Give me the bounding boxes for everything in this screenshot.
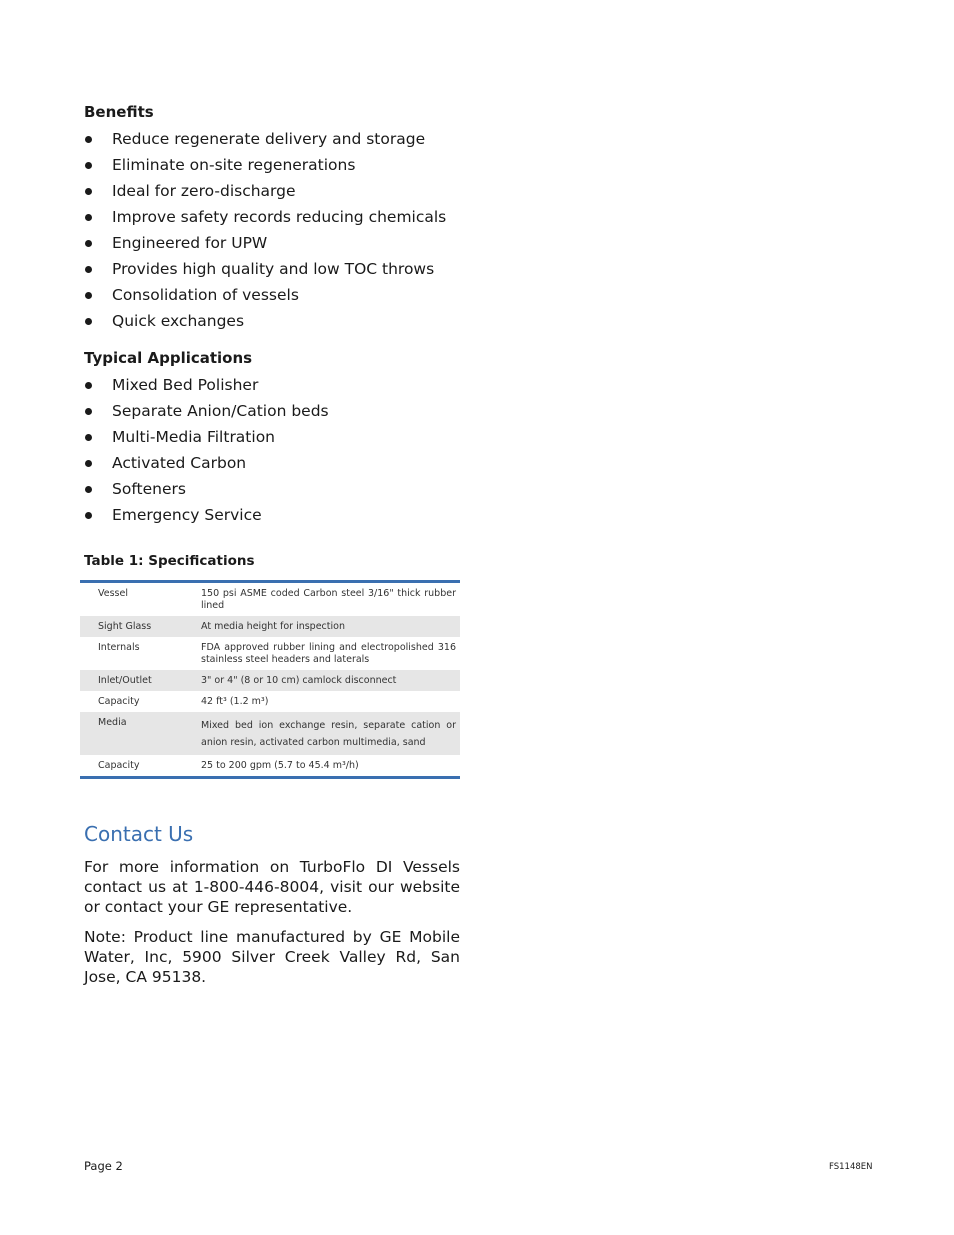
bullet-icon (85, 266, 92, 273)
table-cell-key: Media (98, 717, 127, 728)
bullet-icon (85, 408, 92, 415)
note-paragraph: Note: Product line manufactured by GE Mobile Water, Inc, 5900 Silver Creek Valley Rd, San Jose, CA 95138. (84, 928, 460, 986)
document-code: FS1148EN (829, 1162, 873, 1172)
table-cell-value: At media height for inspection (201, 621, 345, 632)
table-cell-key: Internals (98, 642, 140, 653)
table-row (80, 637, 460, 670)
table-row (80, 755, 460, 778)
bullet-icon (85, 162, 92, 169)
bullet-icon (85, 292, 92, 299)
list-item-text: Separate Anion/Cation beds (112, 402, 329, 420)
table-row (80, 582, 460, 617)
list-item (84, 230, 460, 256)
list-item (84, 152, 460, 178)
page-number: Page 2 (84, 1159, 123, 1173)
list-item-text: Engineered for UPW (112, 234, 268, 252)
list-item (84, 476, 460, 502)
list-item-text: Mixed Bed Polisher (112, 376, 259, 394)
table-cell-key: Capacity (98, 760, 140, 771)
benefits-section (84, 103, 460, 121)
table-title: Table 1: Specifications (84, 553, 255, 569)
bullet-icon (85, 214, 92, 221)
list-item-text: Activated Carbon (112, 454, 247, 472)
applications-heading: Typical Applications (84, 349, 253, 367)
table-cell-value: 25 to 200 gpm (5.7 to 45.4 m³/h) (201, 760, 359, 771)
applications-section (84, 349, 460, 367)
list-item-text: Eliminate on-site regenerations (112, 156, 356, 174)
list-item-text: Ideal for zero-discharge (112, 182, 296, 200)
list-item (84, 126, 460, 152)
contact-heading: Contact Us (84, 822, 194, 846)
bullet-icon (85, 460, 92, 467)
bullet-icon (85, 382, 92, 389)
bullet-icon (85, 136, 92, 143)
table-cell-value: 150 psi ASME coded Carbon steel 3/16" thick rubber lined (201, 588, 456, 611)
list-item (84, 204, 460, 230)
table-row (80, 616, 460, 637)
table-cell-value: 42 ft³ (1.2 m³) (201, 696, 269, 707)
list-item (84, 308, 460, 334)
list-item (84, 282, 460, 308)
bullet-icon (85, 240, 92, 247)
list-item-text: Improve safety records reducing chemicals (112, 208, 447, 226)
benefits-list (84, 126, 460, 334)
table-cell-key: Capacity (98, 696, 140, 707)
list-item (84, 424, 460, 450)
table-cell-value: 3" or 4" (8 or 10 cm) camlock disconnect (201, 675, 397, 686)
table-cell-key: Sight Glass (98, 621, 152, 632)
table-cell-key: Vessel (98, 588, 128, 599)
list-item (84, 398, 460, 424)
list-item-text: Quick exchanges (112, 312, 245, 330)
table-row (80, 691, 460, 712)
list-item (84, 178, 460, 204)
list-item (84, 256, 460, 282)
list-item-text: Consolidation of vessels (112, 286, 299, 304)
contact-paragraph: For more information on TurboFlo DI Vessels contact us at 1-800-446-8004, visit our website or contact your GE representative. (84, 858, 460, 916)
benefits-heading: Benefits (84, 103, 154, 121)
contact-section (84, 857, 460, 987)
list-item-text: Multi-Media Filtration (112, 428, 275, 446)
bullet-icon (85, 512, 92, 519)
table-row (80, 670, 460, 691)
specifications-table (80, 580, 460, 779)
table-cell-value: Mixed bed ion exchange resin, separate cation or anion resin, activated carbon multimedia, sand (201, 720, 456, 748)
list-item (84, 502, 460, 528)
list-item-text: Emergency Service (112, 506, 262, 524)
list-item-text: Softeners (112, 480, 186, 498)
list-item-text: Provides high quality and low TOC throws (112, 260, 435, 278)
table-row (80, 712, 460, 755)
bullet-icon (85, 318, 92, 325)
list-item (84, 372, 460, 398)
table-cell-value: FDA approved rubber lining and electropolished 316 stainless steel headers and laterals (201, 642, 456, 665)
list-item-text: Reduce regenerate delivery and storage (112, 130, 426, 148)
applications-list (84, 372, 460, 528)
bullet-icon (85, 434, 92, 441)
bullet-icon (85, 486, 92, 493)
table-cell-key: Inlet/Outlet (98, 675, 152, 686)
bullet-icon (85, 188, 92, 195)
list-item (84, 450, 460, 476)
